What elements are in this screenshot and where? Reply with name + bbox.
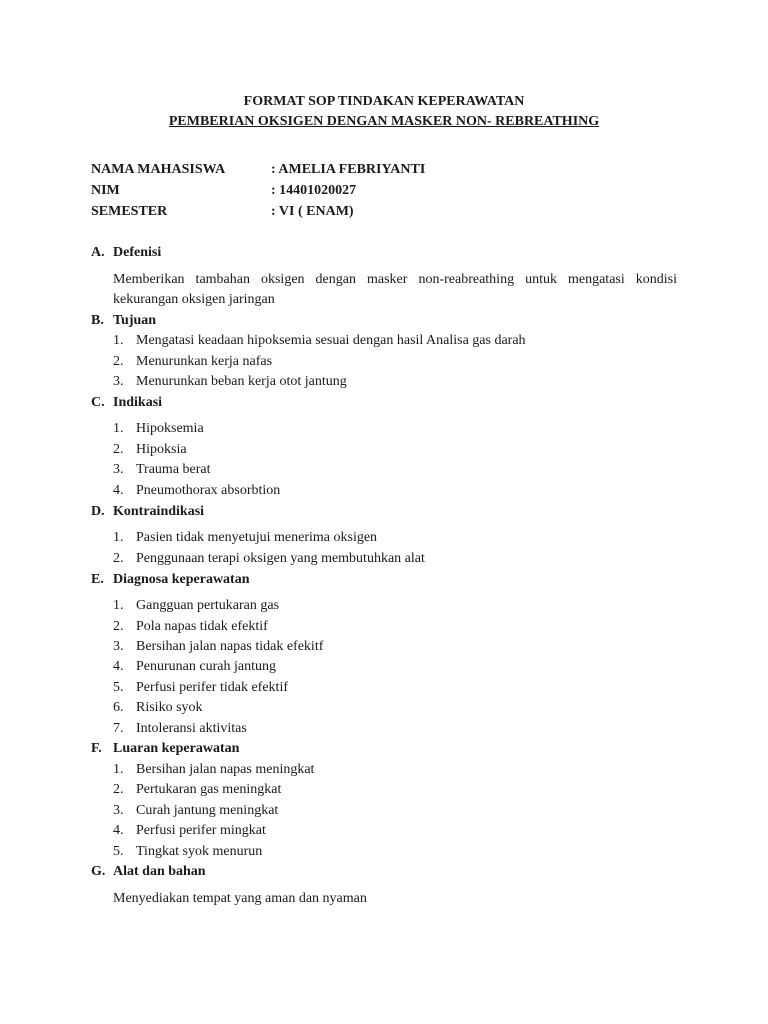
section-heading-kontraindikasi: Kontraindikasi [113,504,205,519]
section-heading-defenisi: Defenisi [113,245,162,260]
section-heading-luaran: Luaran keperawatan [113,741,240,756]
list-item: Pertukaran gas meningkat [136,782,282,797]
semester-label: SEMESTER [91,204,168,219]
list-number: 1. [113,530,124,545]
defenisi-text: Memberikan tambahan oksigen dengan masker non-reabreathing untuk mengatasi kondisi kekurangan oksigen jaringan [113,272,677,307]
list-item: Menurunkan beban kerja otot jantung [136,374,347,389]
list-item: Mengatasi keadaan hipoksemia sesuai dengan hasil Analisa gas darah [136,333,526,348]
list-number: 6. [113,700,124,715]
section-letter-b: B. [91,313,104,328]
section-letter-d: D. [91,504,105,519]
alat-text: Menyediakan tempat yang aman dan nyaman [113,891,367,906]
list-item: Perfusi perifer mingkat [136,823,266,838]
nama-value: : AMELIA FEBRIYANTI [271,162,426,177]
list-number: 5. [113,680,124,695]
list-number: 1. [113,598,124,613]
list-number: 1. [113,762,124,777]
list-item: Hipoksemia [136,421,204,436]
list-number: 4. [113,823,124,838]
section-heading-tujuan: Tujuan [113,313,157,328]
list-item: Penurunan curah jantung [136,659,276,674]
section-letter-a: A. [91,245,105,260]
section-heading-diagnosa: Diagnosa keperawatan [113,572,250,587]
list-item: Gangguan pertukaran gas [136,598,280,613]
section-letter-e: E. [91,572,104,587]
list-item: Pneumothorax absorbtion [136,483,281,498]
section-letter-f: F. [91,741,102,756]
list-item: Risiko syok [136,700,203,715]
list-number: 3. [113,803,124,818]
list-item: Pola napas tidak efektif [136,619,268,634]
semester-value: : VI ( ENAM) [271,204,354,219]
list-item: Perfusi perifer tidak efektif [136,680,288,695]
list-item: Penggunaan terapi oksigen yang membutuhkan alat [136,551,425,566]
list-number: 3. [113,462,124,477]
section-heading-indikasi: Indikasi [113,395,163,410]
list-number: 1. [113,333,124,348]
nama-label: NAMA MAHASISWA [91,162,226,177]
list-item: Pasien tidak menyetujui menerima oksigen [136,530,378,545]
list-number: 4. [113,659,124,674]
document-title: FORMAT SOP TINDAKAN KEPERAWATAN [243,94,525,109]
section-heading-alat: Alat dan bahan [113,864,206,879]
list-number: 2. [113,442,124,457]
list-item: Tingkat syok menurun [136,844,263,859]
list-number: 2. [113,782,124,797]
nim-value: : 14401020027 [271,183,357,198]
section-letter-c: C. [91,395,105,410]
list-item: Bersihan jalan napas tidak efekitf [136,639,324,654]
nim-label: NIM [91,183,120,198]
list-item: Curah jantung meningkat [136,803,279,818]
document-subtitle: PEMBERIAN OKSIGEN DENGAN MASKER NON- REBREATHING [168,114,600,129]
list-number: 2. [113,619,124,634]
list-number: 7. [113,721,124,736]
list-item: Bersihan jalan napas meningkat [136,762,315,777]
list-item: Hipoksia [136,442,187,457]
list-number: 1. [113,421,124,436]
list-item: Trauma berat [136,462,211,477]
list-number: 3. [113,639,124,654]
section-letter-g: G. [91,864,106,879]
list-number: 3. [113,374,124,389]
list-number: 5. [113,844,124,859]
list-number: 2. [113,551,124,566]
list-number: 2. [113,354,124,369]
list-item: Menurunkan kerja nafas [136,354,273,369]
list-item: Intoleransi aktivitas [136,721,247,736]
list-number: 4. [113,483,124,498]
